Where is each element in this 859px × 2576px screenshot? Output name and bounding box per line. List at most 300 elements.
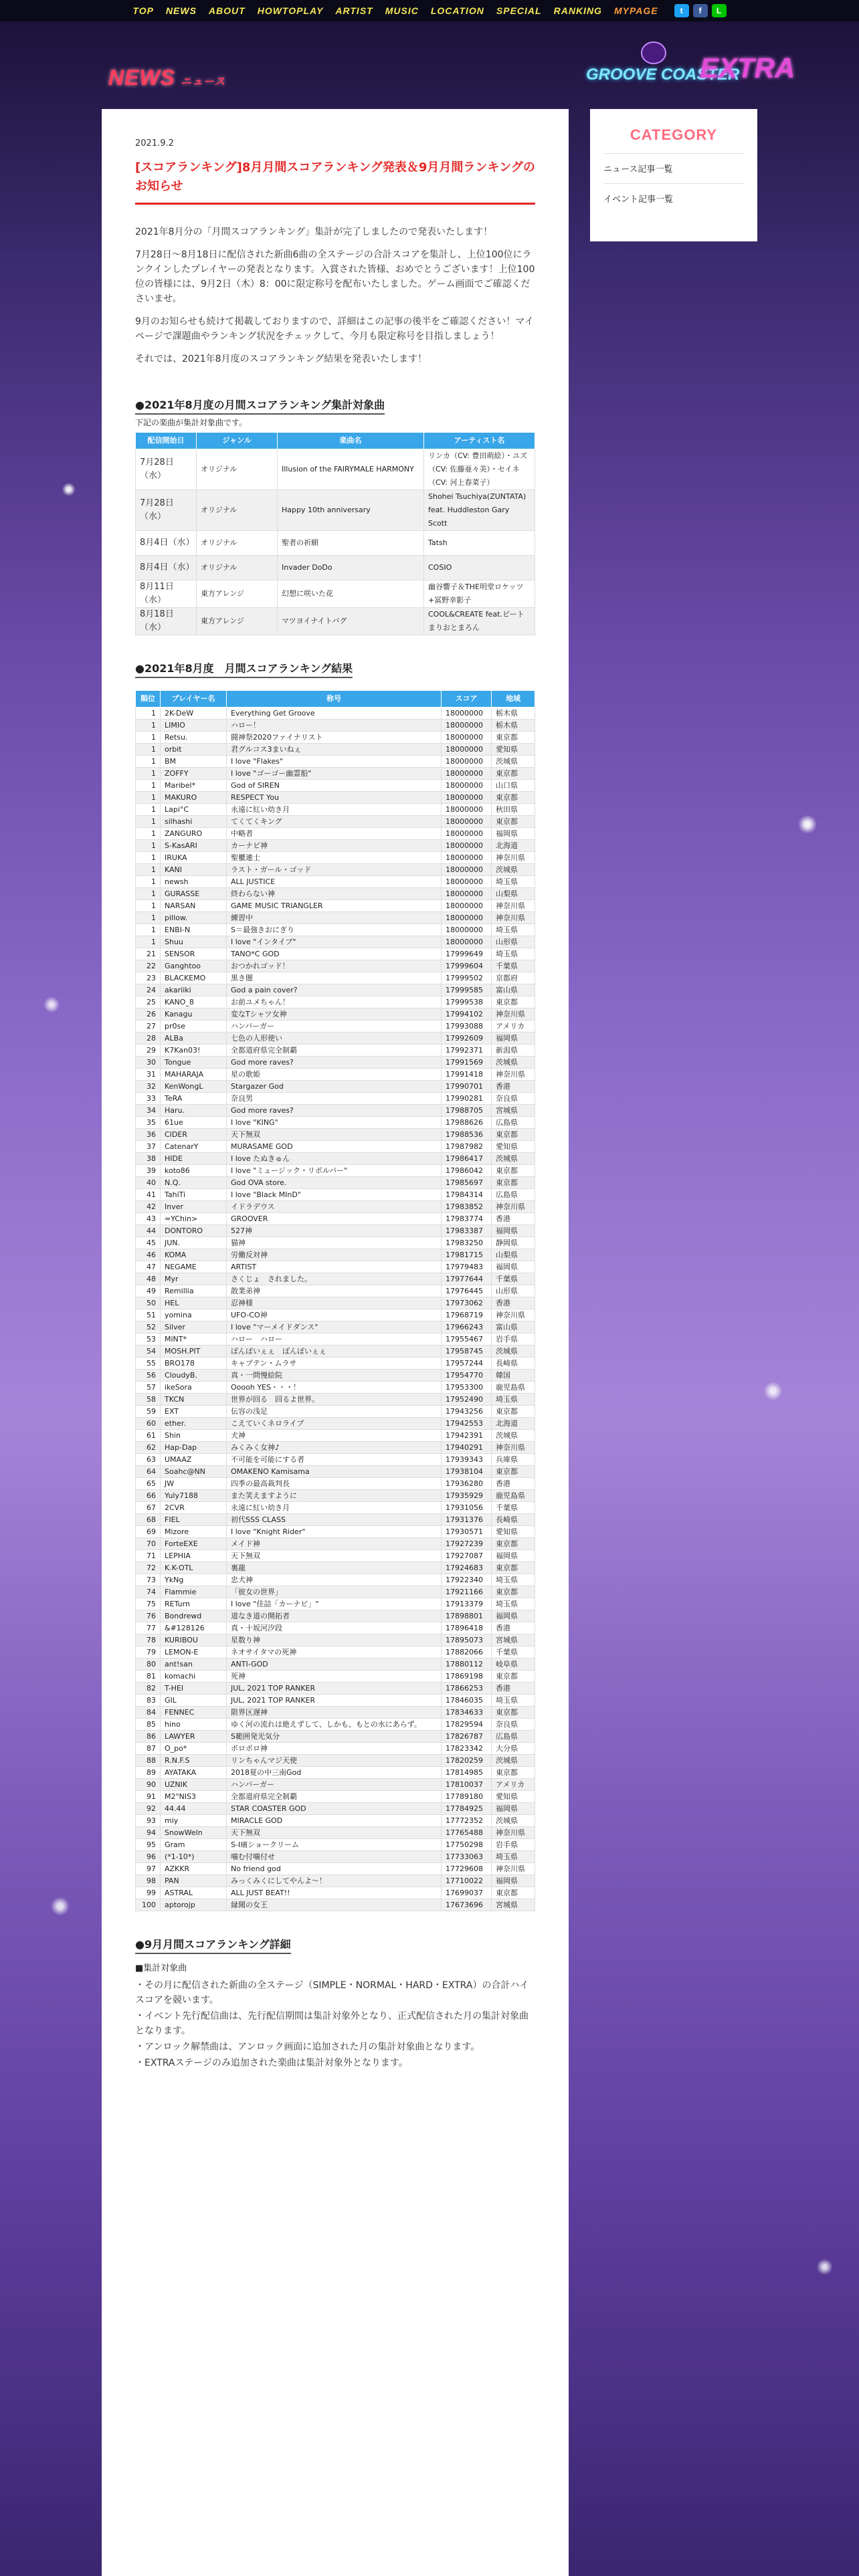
ranking-cell-title: ハンバーガー xyxy=(227,1021,442,1033)
ranking-cell-rank: 54 xyxy=(136,1346,161,1358)
nav-ranking[interactable]: RANKING xyxy=(553,5,602,16)
ranking-row xyxy=(136,1045,535,1057)
songs-cell-song: マツヨイナイトバグ xyxy=(278,608,424,635)
ranking-cell-rank: 24 xyxy=(136,984,161,996)
ranking-header: スコア xyxy=(442,691,492,708)
ranking-cell-rank: 21 xyxy=(136,948,161,960)
ranking-cell-title: I love たぬきゅん xyxy=(227,1153,442,1165)
ranking-cell-rank: 26 xyxy=(136,1008,161,1021)
ranking-cell-player: hino xyxy=(161,1719,227,1731)
ranking-cell-score: 18000000 xyxy=(442,888,492,900)
ranking-cell-rank: 46 xyxy=(136,1249,161,1261)
ranking-cell-player: Tongue xyxy=(161,1057,227,1069)
ranking-cell-score: 17939343 xyxy=(442,1454,492,1466)
ranking-row xyxy=(136,1887,535,1899)
ranking-cell-player: Myr xyxy=(161,1273,227,1285)
ranking-cell-title: RESPECT You xyxy=(227,792,442,804)
ranking-row xyxy=(136,780,535,792)
ranking-cell-player: NEGAME xyxy=(161,1261,227,1273)
ranking-row xyxy=(136,1201,535,1213)
ranking-cell-score: 17953300 xyxy=(442,1382,492,1394)
ranking-cell-title: 猫神 xyxy=(227,1237,442,1249)
ranking-cell-region: 茨城県 xyxy=(492,1346,535,1358)
ranking-cell-region: 千葉県 xyxy=(492,1273,535,1285)
ranking-cell-player: LEMON-E xyxy=(161,1646,227,1658)
ranking-cell-rank: 1 xyxy=(136,852,161,864)
ranking-cell-player: Kanagu xyxy=(161,1008,227,1021)
ranking-row xyxy=(136,1309,535,1321)
ranking-row xyxy=(136,1021,535,1033)
ranking-cell-score: 17955467 xyxy=(442,1333,492,1346)
ranking-cell-rank: 1 xyxy=(136,816,161,828)
songs-cell-artist: Shohei Tsuchiya(ZUNTATA) feat. Huddleston Gary Scott xyxy=(424,490,535,531)
ranking-cell-title: 噛む付噛付せ xyxy=(227,1851,442,1863)
ranking-row xyxy=(136,1791,535,1803)
ranking-row xyxy=(136,936,535,948)
ranking-cell-rank: 70 xyxy=(136,1538,161,1550)
ranking-cell-score: 17983852 xyxy=(442,1201,492,1213)
nav-artist[interactable]: ARTIST xyxy=(335,5,373,16)
ranking-cell-region: 東京都 xyxy=(492,1177,535,1189)
ranking-row xyxy=(136,1225,535,1237)
ranking-cell-rank: 93 xyxy=(136,1815,161,1827)
nav-music[interactable]: MUSIC xyxy=(385,5,419,16)
songs-cell-artist: リンカ（CV: 豊田萌絵）・ユズ（CV: 佐藤亜々美）・セイネ（CV: 河上春菜子） xyxy=(424,449,535,490)
section-title-september: ●9月月間スコアランキング詳細 xyxy=(135,1938,291,1954)
ranking-cell-region: 香港 xyxy=(492,1213,535,1225)
ranking-cell-region: 埼玉県 xyxy=(492,1598,535,1610)
ranking-cell-region: 東京都 xyxy=(492,792,535,804)
ranking-row xyxy=(136,1297,535,1309)
ranking-cell-title: 全都道府県完全制覇 xyxy=(227,1045,442,1057)
ranking-cell-player: ForteEXE xyxy=(161,1538,227,1550)
ranking-cell-region: 香港 xyxy=(492,1297,535,1309)
ranking-cell-score: 17991418 xyxy=(442,1069,492,1081)
ranking-cell-rank: 28 xyxy=(136,1033,161,1045)
songs-cell-genre: オリジナル xyxy=(197,490,278,531)
nav-news[interactable]: NEWS xyxy=(165,5,197,16)
ranking-cell-rank: 82 xyxy=(136,1683,161,1695)
ranking-row xyxy=(136,1719,535,1731)
ranking-cell-region: 東京都 xyxy=(492,1767,535,1779)
ranking-row xyxy=(136,1767,535,1779)
ranking-cell-region: 埼玉県 xyxy=(492,1574,535,1586)
ranking-cell-region: 愛知県 xyxy=(492,1526,535,1538)
ranking-cell-region: 東京都 xyxy=(492,1586,535,1598)
ranking-cell-region: 東京都 xyxy=(492,1887,535,1899)
ranking-cell-score: 17990701 xyxy=(442,1081,492,1093)
ranking-row xyxy=(136,996,535,1008)
intro-paragraph: 7月28日〜8月18日に配信された新曲6曲の全ステージの合計スコアを集計し、上位100位にランクインしたプレイヤーの発表となります。入賞された皆様、おめでとうございます！上位100位の皆様には、9月2日（木）8：00に限定称号を配布いたしました。ゲーム画面でご確認くださいませ。 xyxy=(135,249,535,304)
ranking-cell-score: 17924683 xyxy=(442,1562,492,1574)
ranking-cell-title: ハンバーガー xyxy=(227,1779,442,1791)
ranking-cell-region: 埼玉県 xyxy=(492,948,535,960)
ranking-cell-score: 17922340 xyxy=(442,1574,492,1586)
ranking-cell-score: 17927087 xyxy=(442,1550,492,1562)
ranking-cell-region: 茨城県 xyxy=(492,864,535,876)
ranking-row xyxy=(136,960,535,972)
ranking-row xyxy=(136,1526,535,1538)
ranking-cell-score: 18000000 xyxy=(442,840,492,852)
ranking-cell-score: 17986042 xyxy=(442,1165,492,1177)
ranking-cell-player: LIMIO xyxy=(161,720,227,732)
ranking-cell-player: Ganghtoo xyxy=(161,960,227,972)
ranking-cell-region: 東京都 xyxy=(492,732,535,744)
ranking-row xyxy=(136,1249,535,1261)
ranking-cell-rank: 63 xyxy=(136,1454,161,1466)
ranking-cell-title: OMAKENO Kamisama xyxy=(227,1466,442,1478)
ranking-cell-title: 変なTシャツ女神 xyxy=(227,1008,442,1021)
ranking-cell-rank: 50 xyxy=(136,1297,161,1309)
ranking-cell-title: I love "マーメイドダンス" xyxy=(227,1321,442,1333)
article-date: 2021.9.2 xyxy=(135,138,174,148)
ranking-cell-title: ポロポロ神 xyxy=(227,1743,442,1755)
ranking-cell-rank: 1 xyxy=(136,888,161,900)
ranking-cell-score: 17958745 xyxy=(442,1346,492,1358)
ranking-cell-rank: 1 xyxy=(136,924,161,936)
ranking-cell-region: 埼玉県 xyxy=(492,1851,535,1863)
ranking-cell-rank: 29 xyxy=(136,1045,161,1057)
ranking-cell-region: 宮城県 xyxy=(492,1634,535,1646)
ranking-cell-region: 神奈川県 xyxy=(492,912,535,924)
ranking-cell-region: 長崎県 xyxy=(492,1514,535,1526)
ranking-cell-player: koto86 xyxy=(161,1165,227,1177)
ranking-cell-score: 17834633 xyxy=(442,1707,492,1719)
ranking-cell-rank: 55 xyxy=(136,1358,161,1370)
ranking-cell-region: 香港 xyxy=(492,1081,535,1093)
ranking-row xyxy=(136,1658,535,1671)
ranking-cell-title: みっくみくにしてやんよ〜！ xyxy=(227,1875,442,1887)
ranking-cell-score: 17994102 xyxy=(442,1008,492,1021)
ranking-cell-region: 京都府 xyxy=(492,972,535,984)
ranking-cell-player: orbit xyxy=(161,744,227,756)
ranking-cell-player: 2CVR xyxy=(161,1502,227,1514)
ranking-cell-player: DONTORO xyxy=(161,1225,227,1237)
ranking-cell-title: STAR COASTER GOD xyxy=(227,1803,442,1815)
songs-cell-date: 8月11日（水） xyxy=(136,580,197,608)
songs-table xyxy=(135,432,535,635)
line-icon[interactable]: L xyxy=(712,4,727,17)
ranking-cell-rank: 22 xyxy=(136,960,161,972)
ranking-header: プレイヤー名 xyxy=(161,691,227,708)
ranking-row xyxy=(136,1093,535,1105)
ranking-cell-title: 天下無双 xyxy=(227,1827,442,1839)
ranking-cell-region: 広島県 xyxy=(492,1731,535,1743)
ranking-row xyxy=(136,1839,535,1851)
ranking-cell-score: 17987982 xyxy=(442,1141,492,1153)
ranking-cell-score: 17940291 xyxy=(442,1442,492,1454)
ranking-cell-rank: 99 xyxy=(136,1887,161,1899)
ranking-cell-title: ネオサイタマの死神 xyxy=(227,1646,442,1658)
ranking-cell-rank: 1 xyxy=(136,936,161,948)
ranking-cell-rank: 88 xyxy=(136,1755,161,1767)
ranking-cell-region: 東京都 xyxy=(492,1707,535,1719)
ranking-cell-player: Inver xyxy=(161,1201,227,1213)
ranking-cell-title: 君グルコス3まいねぇ xyxy=(227,744,442,756)
ranking-cell-title: 全都道府県完全制覇 xyxy=(227,1791,442,1803)
ranking-cell-rank: 96 xyxy=(136,1851,161,1863)
ranking-cell-title: MIRACLE GOD xyxy=(227,1815,442,1827)
ranking-cell-rank: 1 xyxy=(136,720,161,732)
ranking-cell-region: 埼玉県 xyxy=(492,1394,535,1406)
ranking-cell-rank: 89 xyxy=(136,1767,161,1779)
ranking-cell-player: MAKURO xyxy=(161,792,227,804)
ranking-cell-score: 17968719 xyxy=(442,1309,492,1321)
songs-cell-artist: COSIO xyxy=(424,556,535,580)
ranking-cell-player: FENNEC xyxy=(161,1707,227,1719)
ranking-cell-rank: 27 xyxy=(136,1021,161,1033)
ranking-cell-rank: 1 xyxy=(136,792,161,804)
ranking-cell-region: 山梨県 xyxy=(492,1249,535,1261)
ranking-cell-title: さくじょ されました。 xyxy=(227,1273,442,1285)
ranking-cell-region: 東京都 xyxy=(492,1165,535,1177)
ranking-cell-region: 東京都 xyxy=(492,1671,535,1683)
ranking-row xyxy=(136,828,535,840)
ranking-cell-player: GIL xyxy=(161,1695,227,1707)
ranking-cell-score: 18000000 xyxy=(442,708,492,720)
ranking-cell-player: KURIBOU xyxy=(161,1634,227,1646)
ranking-row xyxy=(136,1502,535,1514)
ranking-cell-score: 17921166 xyxy=(442,1586,492,1598)
ranking-cell-region: 福岡県 xyxy=(492,1803,535,1815)
ranking-cell-rank: 69 xyxy=(136,1526,161,1538)
ranking-cell-rank: 23 xyxy=(136,972,161,984)
ranking-row xyxy=(136,984,535,996)
ranking-cell-score: 17988626 xyxy=(442,1117,492,1129)
songs-note: 下記の楽曲が集計対象曲です。 xyxy=(135,418,248,427)
ranking-cell-rank: 1 xyxy=(136,912,161,924)
ranking-cell-rank: 79 xyxy=(136,1646,161,1658)
ranking-cell-rank: 44 xyxy=(136,1225,161,1237)
ranking-cell-title: ゆく河の流れは絶えずして、しかも、もとの水にあらず。 xyxy=(227,1719,442,1731)
nav-top[interactable]: TOP xyxy=(132,5,154,16)
ranking-cell-player: ENBI-N xyxy=(161,924,227,936)
ranking-cell-rank: 68 xyxy=(136,1514,161,1526)
ranking-cell-title: I love "ミュージック・リボルバー" xyxy=(227,1165,442,1177)
ranking-cell-score: 18000000 xyxy=(442,828,492,840)
ranking-cell-region: 新潟県 xyxy=(492,1045,535,1057)
logo-badge-icon xyxy=(641,41,666,64)
ranking-cell-score: 17999649 xyxy=(442,948,492,960)
ranking-cell-player: silhashi xyxy=(161,816,227,828)
ranking-cell-region: 北海道 xyxy=(492,1418,535,1430)
ranking-cell-score: 17710022 xyxy=(442,1875,492,1887)
ranking-cell-player: UZNIK xyxy=(161,1779,227,1791)
ranking-cell-score: 17990281 xyxy=(442,1093,492,1105)
sidebar-link-events[interactable]: イベント記事一覧 xyxy=(603,195,674,205)
ranking-cell-title: 闘神祭2020ファイナリスト xyxy=(227,732,442,744)
ranking-cell-player: ALBa xyxy=(161,1033,227,1045)
ranking-row xyxy=(136,1815,535,1827)
ranking-cell-region: 茨城県 xyxy=(492,1153,535,1165)
ranking-cell-title: 真・十坂河汐段 xyxy=(227,1622,442,1634)
ranking-row xyxy=(136,1153,535,1165)
ranking-cell-title: I love "インタイプ" xyxy=(227,936,442,948)
ranking-cell-rank: 40 xyxy=(136,1177,161,1189)
ranking-cell-region: 福岡県 xyxy=(492,1225,535,1237)
ranking-cell-player: O_po* xyxy=(161,1743,227,1755)
songs-cell-song: Illusion of the FAIRYMALE HARMONY xyxy=(278,449,424,490)
nav-howtoplay[interactable]: HOWTOPLAY xyxy=(257,5,324,16)
ranking-cell-score: 18000000 xyxy=(442,864,492,876)
ranking-header: 称号 xyxy=(227,691,442,708)
ranking-row xyxy=(136,1370,535,1382)
songs-row xyxy=(136,531,535,556)
ranking-row xyxy=(136,756,535,768)
ranking-cell-player: HIDE xyxy=(161,1153,227,1165)
ranking-cell-title: God of SIREN xyxy=(227,780,442,792)
ranking-cell-score: 17789180 xyxy=(442,1791,492,1803)
ranking-cell-title: 天下無双 xyxy=(227,1550,442,1562)
ranking-cell-region: 福岡県 xyxy=(492,1261,535,1273)
ranking-cell-rank: 91 xyxy=(136,1791,161,1803)
ranking-cell-player: LEPHIA xyxy=(161,1550,227,1562)
songs-cell-date: 7月28日（水） xyxy=(136,449,197,490)
twitter-icon[interactable]: t xyxy=(674,4,689,17)
ranking-cell-score: 17895073 xyxy=(442,1634,492,1646)
ranking-cell-title: 星数り神 xyxy=(227,1634,442,1646)
nav-special[interactable]: SPECIAL xyxy=(496,5,542,16)
nav-location[interactable]: LOCATION xyxy=(430,5,484,16)
songs-header: ジャンル xyxy=(197,433,278,449)
ranking-row xyxy=(136,1430,535,1442)
ranking-row xyxy=(136,888,535,900)
ranking-row xyxy=(136,1610,535,1622)
ranking-row xyxy=(136,864,535,876)
ranking-cell-region: 東京都 xyxy=(492,1406,535,1418)
ranking-cell-rank: 1 xyxy=(136,708,161,720)
songs-row xyxy=(136,556,535,580)
ranking-cell-score: 17814985 xyxy=(442,1767,492,1779)
ranking-cell-title: S＝最強きおにぎり xyxy=(227,924,442,936)
intro-paragraph: 9月のお知らせも続けて掲載しておりますので、詳細はこの記事の後半をご確認ください！マイページで課題曲やランキング状況をチェックして、今月も限定称号を目指しましょう！ xyxy=(135,316,534,342)
ranking-cell-region: 東京都 xyxy=(492,1538,535,1550)
ranking-cell-score: 17880112 xyxy=(442,1658,492,1671)
ranking-cell-region: 福岡県 xyxy=(492,1550,535,1562)
ranking-cell-player: IRUKA xyxy=(161,852,227,864)
ranking-cell-rank: 76 xyxy=(136,1610,161,1622)
ranking-cell-player: CatenarY xyxy=(161,1141,227,1153)
ranking-cell-score: 17772352 xyxy=(442,1815,492,1827)
game-logo[interactable] xyxy=(586,41,795,94)
ranking-row xyxy=(136,1755,535,1767)
ranking-row xyxy=(136,1671,535,1683)
ranking-cell-score: 17699037 xyxy=(442,1887,492,1899)
ranking-cell-title: 縁聞の女王 xyxy=(227,1899,442,1911)
sidebar-link-news[interactable]: ニュース記事一覧 xyxy=(603,165,673,175)
ranking-cell-title: God more raves? xyxy=(227,1057,442,1069)
ranking-cell-rank: 35 xyxy=(136,1117,161,1129)
ranking-cell-title: 初代SSS CLASS xyxy=(227,1514,442,1526)
ranking-cell-score: 17673696 xyxy=(442,1899,492,1911)
ranking-cell-title: S範囲発光気分 xyxy=(227,1731,442,1743)
ranking-cell-rank: 33 xyxy=(136,1093,161,1105)
ranking-cell-score: 17829594 xyxy=(442,1719,492,1731)
ranking-row xyxy=(136,1333,535,1346)
ranking-cell-region: 愛知県 xyxy=(492,1141,535,1153)
ranking-cell-rank: 36 xyxy=(136,1129,161,1141)
ranking-cell-rank: 48 xyxy=(136,1273,161,1285)
ranking-cell-player: KOMA xyxy=(161,1249,227,1261)
ranking-cell-player: MAHARAJA xyxy=(161,1069,227,1081)
ranking-cell-title: ハロー！ xyxy=(227,720,442,732)
ranking-row xyxy=(136,1646,535,1658)
ranking-cell-rank: 74 xyxy=(136,1586,161,1598)
facebook-icon[interactable]: f xyxy=(693,4,708,17)
ranking-cell-region: 福岡県 xyxy=(492,1033,535,1045)
ranking-row xyxy=(136,708,535,720)
ranking-row xyxy=(136,1478,535,1490)
ranking-row xyxy=(136,1057,535,1069)
ranking-cell-title: カーナビ神 xyxy=(227,840,442,852)
ranking-cell-title: GAME MUSIC TRIANGLER xyxy=(227,900,442,912)
ranking-cell-region: 茨城県 xyxy=(492,1057,535,1069)
ranking-row xyxy=(136,1117,535,1129)
ranking-row xyxy=(136,1033,535,1045)
ranking-row xyxy=(136,1743,535,1755)
ranking-cell-player: SENSOR xyxy=(161,948,227,960)
ranking-cell-region: 埼玉県 xyxy=(492,1695,535,1707)
ranking-cell-score: 17931376 xyxy=(442,1514,492,1526)
ranking-row xyxy=(136,1863,535,1875)
ranking-cell-rank: 94 xyxy=(136,1827,161,1839)
ranking-cell-score: 17882066 xyxy=(442,1646,492,1658)
ranking-cell-score: 17986417 xyxy=(442,1153,492,1165)
ranking-row xyxy=(136,1177,535,1189)
ranking-cell-title: ラスト・ガール・ゴッド xyxy=(227,864,442,876)
ranking-cell-player: CIDER xyxy=(161,1129,227,1141)
nav-about[interactable]: ABOUT xyxy=(208,5,246,16)
ranking-cell-player: K.K-OTL xyxy=(161,1562,227,1574)
ranking-cell-region: 神奈川県 xyxy=(492,1309,535,1321)
ranking-cell-rank: 1 xyxy=(136,804,161,816)
ranking-row xyxy=(136,1442,535,1454)
ranking-cell-score: 17957244 xyxy=(442,1358,492,1370)
ranking-cell-title: みくみく女神♪ xyxy=(227,1442,442,1454)
ranking-cell-region: 岐阜県 xyxy=(492,1658,535,1671)
ranking-cell-score: 17733063 xyxy=(442,1851,492,1863)
ranking-cell-region: 鹿児島県 xyxy=(492,1490,535,1502)
ranking-row xyxy=(136,1514,535,1526)
ranking-cell-title: God more raves? xyxy=(227,1105,442,1117)
ranking-cell-score: 17896418 xyxy=(442,1622,492,1634)
ranking-row xyxy=(136,1189,535,1201)
ranking-cell-region: 富山県 xyxy=(492,984,535,996)
page-heading-sub: ニュース xyxy=(181,76,226,88)
nav-mypage[interactable]: MYPAGE xyxy=(613,5,658,16)
ranking-cell-title: イドラデウス xyxy=(227,1201,442,1213)
ranking-cell-rank: 1 xyxy=(136,768,161,780)
ranking-cell-rank: 60 xyxy=(136,1418,161,1430)
ranking-cell-score: 17999502 xyxy=(442,972,492,984)
ranking-cell-score: 17942553 xyxy=(442,1418,492,1430)
ranking-cell-rank: 1 xyxy=(136,840,161,852)
ranking-cell-region: 福岡県 xyxy=(492,828,535,840)
songs-row xyxy=(136,580,535,608)
ranking-row xyxy=(136,972,535,984)
ranking-header: 順位 xyxy=(136,691,161,708)
ranking-cell-player: Maribel* xyxy=(161,780,227,792)
ranking-cell-region: 愛知県 xyxy=(492,1791,535,1803)
ranking-cell-rank: 75 xyxy=(136,1598,161,1610)
ranking-cell-player: BLACKEMO xyxy=(161,972,227,984)
ranking-cell-rank: 30 xyxy=(136,1057,161,1069)
ranking-cell-title: S-Ⅰ痛ショークリーム xyxy=(227,1839,442,1851)
ranking-row xyxy=(136,1394,535,1406)
ranking-cell-score: 17820259 xyxy=(442,1755,492,1767)
ranking-cell-player: Flammie xyxy=(161,1586,227,1598)
ranking-cell-score: 17983250 xyxy=(442,1237,492,1249)
